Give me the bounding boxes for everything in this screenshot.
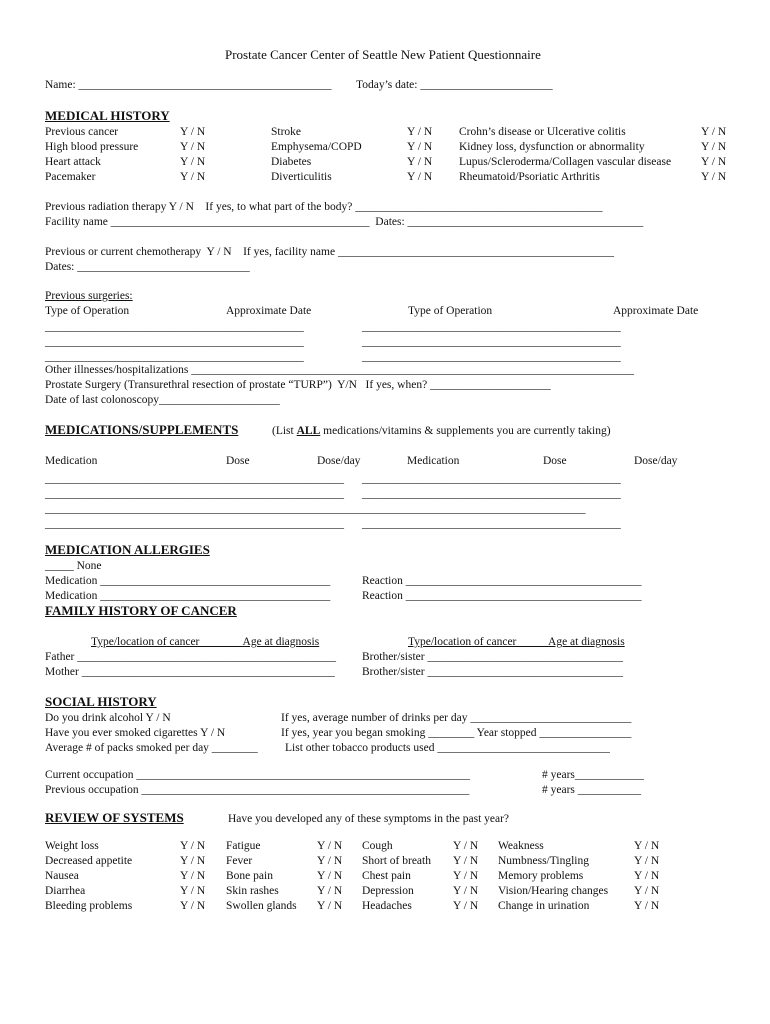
symptom-label: Weakness: [498, 840, 544, 852]
yes-no-option[interactable]: Y / N: [634, 840, 660, 852]
dose-day-header: Dose/day: [634, 455, 678, 467]
symptom-label: Nausea: [45, 870, 79, 882]
medications-heading: MEDICATIONS/SUPPLEMENTS: [45, 422, 239, 437]
medication-header: Medication: [45, 455, 98, 467]
facility-name-field[interactable]: Facility name _____________________________________________ Dates: _________________________________________: [45, 216, 644, 228]
symptom-label: Weight loss: [45, 840, 99, 852]
colonoscopy-date-field[interactable]: Date of last colonoscopy_____________________: [45, 394, 280, 406]
brother-sister-field[interactable]: Brother/sister __________________________________: [362, 651, 623, 663]
condition-label: Heart attack: [45, 156, 101, 168]
condition-label: Stroke: [271, 126, 302, 138]
surgery-line[interactable]: _____________________________________________: [362, 321, 621, 333]
surgery-line[interactable]: _____________________________________________: [362, 336, 621, 348]
current-occupation-years-field[interactable]: # years____________: [542, 769, 644, 781]
chemotherapy-dates-field[interactable]: Dates: ______________________________: [45, 261, 250, 273]
approximate-date-header: Approximate Date: [613, 305, 699, 317]
yes-no-option[interactable]: Y / N: [453, 840, 479, 852]
yes-no-option[interactable]: Y / N: [180, 141, 206, 153]
dose-header: Dose: [543, 455, 567, 467]
mother-field[interactable]: Mother ____________________________________________: [45, 666, 335, 678]
medication-line[interactable]: ____________________________________________________: [45, 518, 344, 530]
yes-no-option[interactable]: Y / N: [180, 156, 206, 168]
previous-occupation-field[interactable]: Previous occupation _________________________________________________________: [45, 784, 470, 796]
symptom-label: Numbness/Tingling: [498, 855, 589, 867]
yes-no-option[interactable]: Y / N: [407, 171, 433, 183]
symptom-label: Change in urination: [498, 900, 590, 912]
yes-no-option[interactable]: Y / N: [407, 156, 433, 168]
condition-label: Previous cancer: [45, 126, 119, 138]
condition-label: Diverticulitis: [271, 171, 332, 183]
yes-no-option[interactable]: Y / N: [180, 171, 206, 183]
yes-no-option[interactable]: Y / N: [317, 855, 343, 867]
symptom-label: Chest pain: [362, 870, 411, 882]
brother-sister-field[interactable]: Brother/sister __________________________________: [362, 666, 623, 678]
other-illnesses-field[interactable]: Other illnesses/hospitalizations _____________________________________________________________________________: [45, 364, 635, 376]
radiation-therapy-field[interactable]: Previous radiation therapy Y / N If yes, to what part of the body? ___________________________________________: [45, 201, 603, 213]
review-of-systems-question: Have you developed any of these symptoms in the past year?: [228, 813, 510, 825]
yes-no-option[interactable]: Y / N: [701, 171, 727, 183]
type-of-operation-header: Type of Operation: [408, 305, 493, 317]
symptom-label: Bleeding problems: [45, 900, 133, 912]
current-occupation-field[interactable]: Current occupation __________________________________________________________: [45, 769, 470, 781]
previous-surgeries-label: Previous surgeries:: [45, 290, 133, 302]
yes-no-option[interactable]: Y / N: [701, 141, 727, 153]
yes-no-option[interactable]: Y / N: [180, 870, 206, 882]
condition-label: High blood pressure: [45, 141, 139, 153]
symptom-label: Vision/Hearing changes: [498, 885, 609, 897]
symptom-label: Memory problems: [498, 870, 584, 882]
family-history-column-header: Type/location of cancer_____ __Age at diagnosis: [91, 636, 320, 648]
surgery-line[interactable]: _____________________________________________: [362, 351, 621, 363]
yes-no-option[interactable]: Y / N: [407, 141, 433, 153]
yes-no-option[interactable]: Y / N: [317, 840, 343, 852]
name-field[interactable]: Name: ____________________________________________: [45, 79, 332, 91]
medication-allergies-heading: MEDICATION ALLERGIES: [45, 542, 210, 557]
review-of-systems-heading: REVIEW OF SYSTEMS: [45, 810, 184, 825]
type-of-operation-header: Type of Operation: [45, 305, 130, 317]
medication-line[interactable]: ______________________________________________________________________________________________: [45, 503, 586, 515]
smoking-years-field[interactable]: If yes, year you began smoking ________ Year stopped ________________: [281, 727, 632, 739]
condition-label: Kidney loss, dysfunction or abnormality: [459, 141, 645, 153]
condition-label: Lupus/Scleroderma/Collagen vascular disease: [459, 156, 672, 168]
medical-history-heading: MEDICAL HISTORY: [45, 108, 170, 123]
condition-label: Rheumatoid/Psoriatic Arthritis: [459, 171, 600, 183]
symptom-label: Swollen glands: [226, 900, 297, 912]
yes-no-option[interactable]: Y / N: [453, 870, 479, 882]
family-history-heading: FAMILY HISTORY OF CANCER: [45, 603, 237, 618]
yes-no-option[interactable]: Y / N: [180, 855, 206, 867]
cigarettes-field[interactable]: Have you ever smoked cigarettes Y / N: [45, 727, 226, 739]
condition-label: Pacemaker: [45, 171, 96, 183]
yes-no-option[interactable]: Y / N: [453, 855, 479, 867]
surgery-line[interactable]: _____________________________________________: [45, 351, 304, 363]
symptom-label: Decreased appetite: [45, 855, 133, 867]
packs-per-day-field[interactable]: Average # of packs smoked per day ________: [45, 742, 258, 754]
alcohol-field[interactable]: Do you drink alcohol Y / N: [45, 712, 171, 724]
symptom-label: Cough: [362, 840, 393, 852]
previous-occupation-years-field[interactable]: # years ___________: [542, 784, 642, 796]
family-history-column-header: Type/location of cancer _____Age at diagnosis: [408, 636, 625, 648]
symptom-label: Fever: [226, 855, 253, 867]
medication-line[interactable]: ____________________________________________________: [45, 488, 344, 500]
symptom-label: Depression: [362, 885, 414, 897]
allergies-none-field[interactable]: _____ None: [45, 560, 102, 572]
yes-no-option[interactable]: Y / N: [317, 885, 343, 897]
yes-no-option[interactable]: Y / N: [701, 156, 727, 168]
yes-no-option[interactable]: Y / N: [180, 900, 206, 912]
medication-line[interactable]: _____________________________________________: [362, 518, 621, 530]
allergy-reaction-field[interactable]: Reaction _________________________________________: [362, 590, 642, 602]
allergy-reaction-field[interactable]: Reaction _________________________________________: [362, 575, 642, 587]
allergy-medication-field[interactable]: Medication ________________________________________: [45, 575, 331, 587]
yes-no-option[interactable]: Y / N: [701, 126, 727, 138]
todays-date-field[interactable]: Today’s date: _______________________: [356, 79, 553, 91]
father-field[interactable]: Father _____________________________________________: [45, 651, 337, 663]
symptom-label: Diarrhea: [45, 885, 86, 897]
drinks-per-day-field[interactable]: If yes, average number of drinks per day ____________________________: [281, 712, 632, 724]
yes-no-option[interactable]: Y / N: [180, 126, 206, 138]
yes-no-option[interactable]: Y / N: [180, 840, 206, 852]
yes-no-option[interactable]: Y / N: [634, 855, 660, 867]
symptom-label: Skin rashes: [226, 885, 279, 897]
symptom-label: Fatigue: [226, 840, 261, 852]
symptom-label: Short of breath: [362, 855, 431, 867]
medication-line[interactable]: ____________________________________________________: [45, 473, 344, 485]
medication-line[interactable]: _____________________________________________: [362, 488, 621, 500]
yes-no-option[interactable]: Y / N: [634, 885, 660, 897]
allergy-medication-field[interactable]: Medication ________________________________________: [45, 590, 331, 602]
yes-no-option[interactable]: Y / N: [407, 126, 433, 138]
medications-note: (List ALL medications/vitamins & supplements you are currently taking): [272, 425, 611, 437]
symptom-label: Headaches: [362, 900, 412, 912]
dose-header: Dose: [226, 455, 250, 467]
condition-label: Crohn’s disease or Ulcerative colitis: [459, 126, 626, 138]
yes-no-option[interactable]: Y / N: [634, 900, 660, 912]
yes-no-option[interactable]: Y / N: [453, 900, 479, 912]
other-tobacco-field[interactable]: List other tobacco products used ______________________________: [285, 742, 610, 754]
yes-no-option[interactable]: Y / N: [634, 870, 660, 882]
surgery-line[interactable]: _____________________________________________: [45, 336, 304, 348]
yes-no-option[interactable]: Y / N: [317, 900, 343, 912]
social-history-heading: SOCIAL HISTORY: [45, 694, 157, 709]
condition-label: Diabetes: [271, 156, 312, 168]
symptom-label: Bone pain: [226, 870, 273, 882]
dose-day-header: Dose/day: [317, 455, 361, 467]
yes-no-option[interactable]: Y / N: [180, 885, 206, 897]
medication-header: Medication: [407, 455, 460, 467]
condition-label: Emphysema/COPD: [271, 141, 362, 153]
chemotherapy-field[interactable]: Previous or current chemotherapy Y / N If yes, facility name ________________________________________________: [45, 246, 614, 258]
prostate-surgery-field[interactable]: Prostate Surgery (Transurethral resection of prostate “TURP”) Y/N If yes, when? _____________________: [45, 379, 551, 391]
medication-line[interactable]: _____________________________________________: [362, 473, 621, 485]
surgery-line[interactable]: _____________________________________________: [45, 321, 304, 333]
page-title: Prostate Cancer Center of Seattle New Patient Questionnaire: [225, 47, 541, 62]
yes-no-option[interactable]: Y / N: [317, 870, 343, 882]
yes-no-option[interactable]: Y / N: [453, 885, 479, 897]
approximate-date-header: Approximate Date: [226, 305, 312, 317]
